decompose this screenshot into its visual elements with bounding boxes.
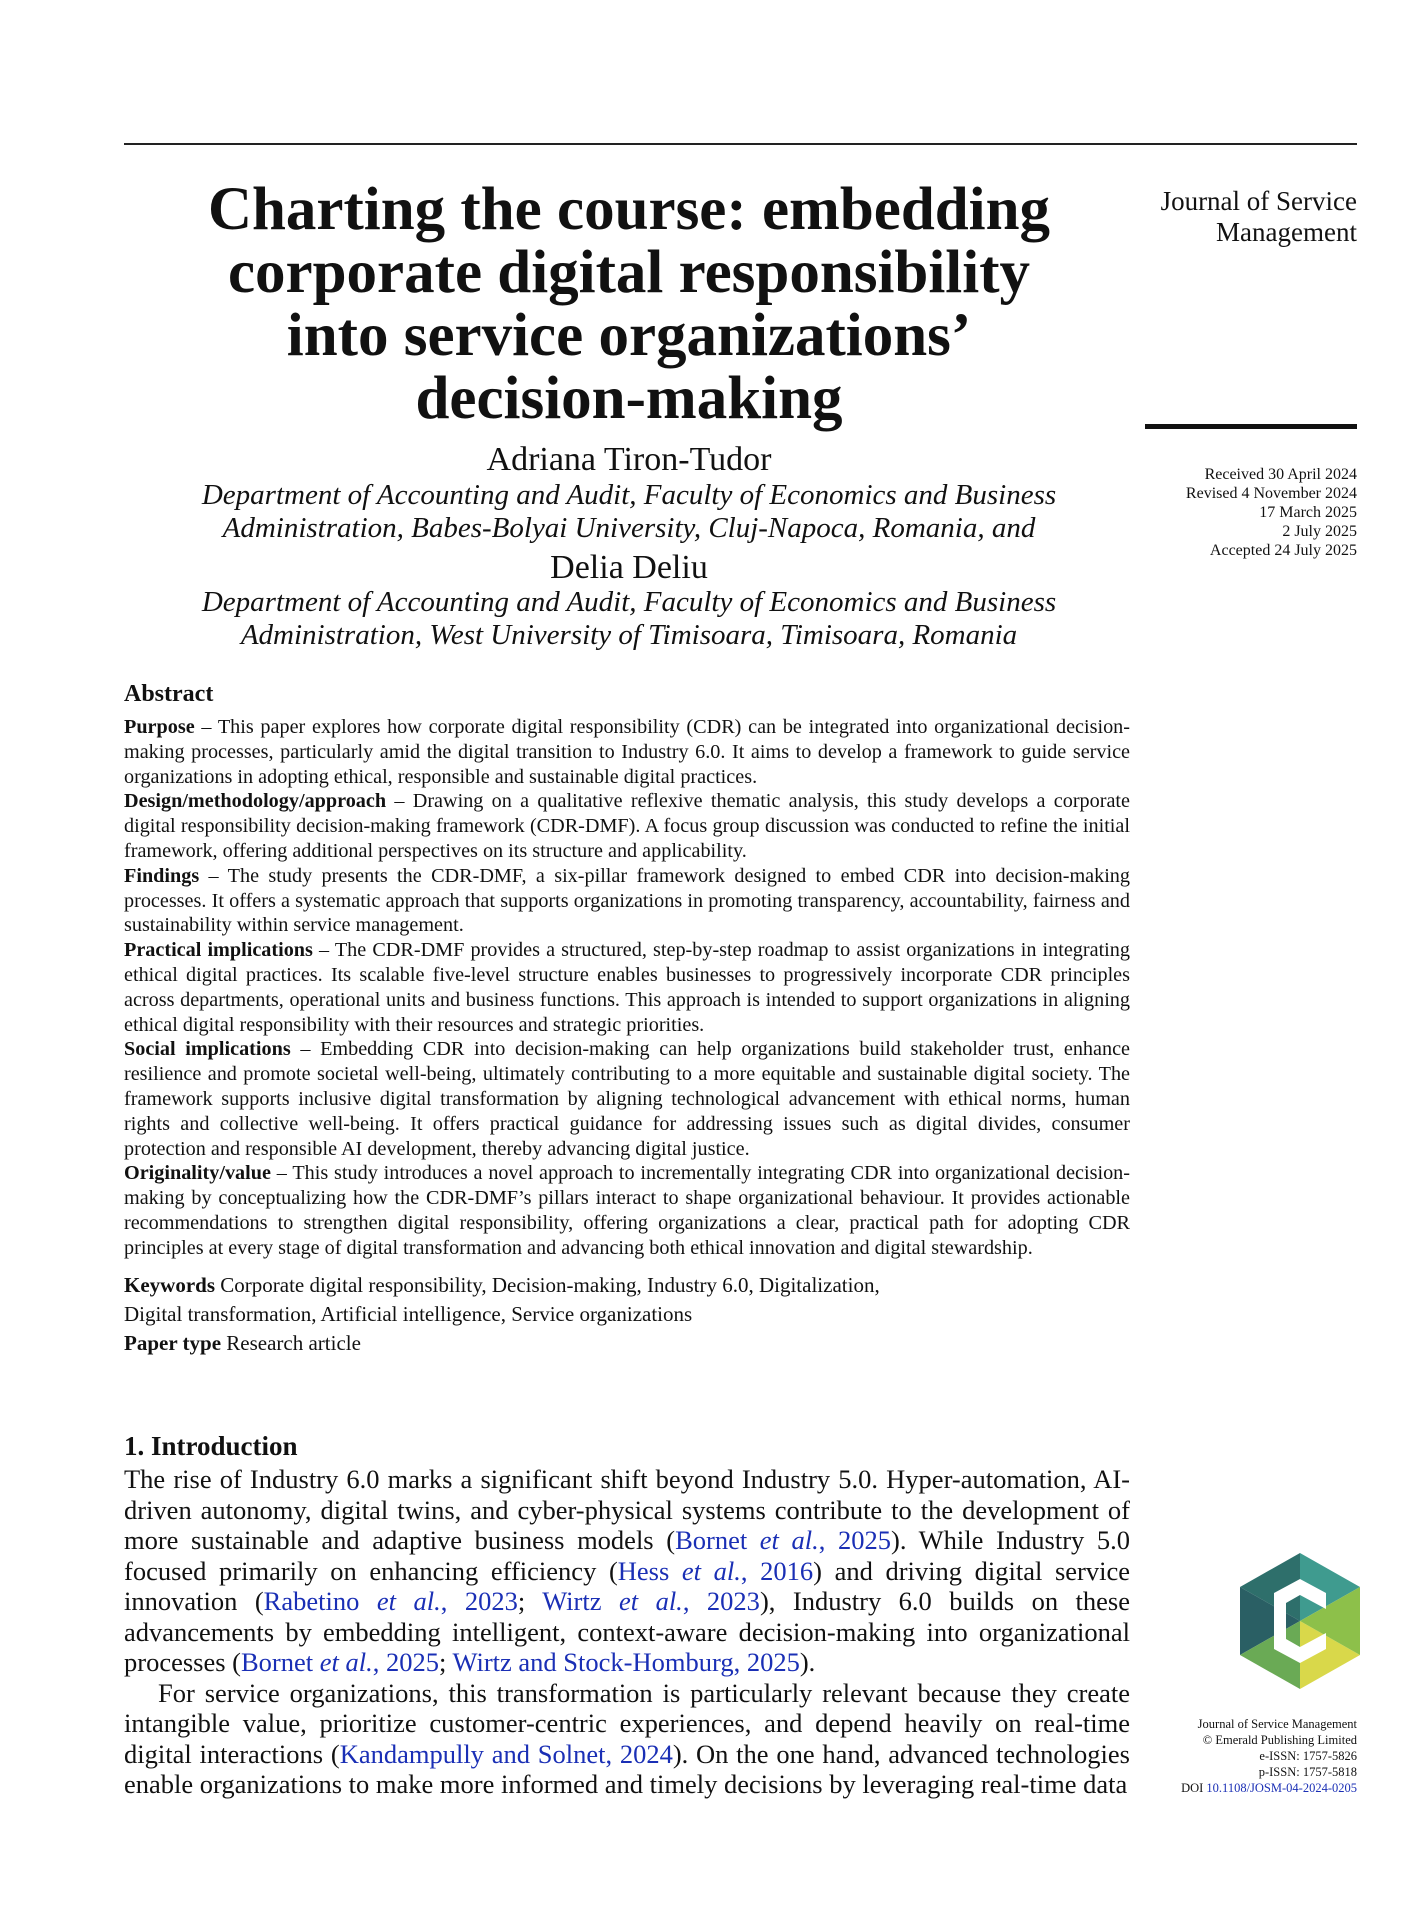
date-revised-2: 17 March 2025 [1259,504,1357,521]
abstract-practical: Practical implications – The CDR-DMF provides a structured, step-by-step roadmap to assist organizations in integrating ethical digital practices. Its scalable five-level structure enables businesses to progressively incorporate CDR principles across departments, operational units and business functions. This approach is intended to support organizations in aligning ethical digital responsibility with their resources and strategic priorities. [124,939,1130,1036]
citation-link[interactable]: Rabetino et al., 2023 [263,1586,518,1616]
author-affiliation: Department of Accounting and Audit, Faculty of Economics and Business Administration, West University of Timisoara, Timisoara, Romania [201,586,1057,651]
citation-link[interactable]: Wirtz and Stock-Homburg, 2025 [452,1647,800,1677]
citation-link[interactable]: Bornet et al., 2025 [675,1525,892,1555]
paper-type: Paper type Research article [124,1330,361,1355]
date-received: Received 30 April 2024 [1204,466,1357,483]
author-name: Delia Deliu [550,549,708,586]
publication-info: Journal of Service Management © Emerald Publishing Limited e-ISSN: 1757-5826 p-ISSN: 1757-5818 DOI 10.1108/JOSM-04-2024-0205 [1181,1717,1357,1795]
abstract-social: Social implications – Embedding CDR into decision-making can help organizations build stakeholder trust, enhance resilience and promote societal well-being, ultimately contributing to a more equitable and sustainable digital society. The framework supports inclusive digital transformation by aligning technological advancement with ethical norms, human rights and collective well-being. It offers practical guidance for addressing issues such as digital divides, consumer protection and responsible AI development, thereby advancing digital justice. [124,1038,1130,1160]
citation-link[interactable]: Kandampully and Solnet, 2024 [339,1738,673,1769]
citation-link[interactable]: Bornet et al., 2025 [241,1647,439,1677]
introduction-section [124,1430,1130,1800]
section-heading: 1. Introduction [124,1431,298,1461]
abstract-originality: Originality/value – This study introduces a novel approach to incrementally integrating CDR into organizational decision-making by conceptualizing how the CDR-DMF’s pillars interact to shape organizational behaviour. It provides actionable recommendations to strengthen digital responsibility, offering organizations a clear, practical path for adopting CDR principles at every stage of digital transformation and advancing both ethical innovation and digital stewardship. [124,1162,1130,1259]
keywords: Keywords Corporate digital responsibility, Decision-making, Industry 6.0, Digitalization, Digital transformation, Artificial intelligence, Service organizations Paper type Research article [124,1271,1130,1358]
abstract-heading: Abstract [124,681,214,707]
abstract-purpose: Purpose – This paper explores how corporate digital responsibility (CDR) can be integrated into organizational decision-making processes, particularly amid the digital transition to Industry 6.0. It aims to develop a framework to guide service organizations in adopting ethical, responsible and sustainable digital practices. [124,716,1130,788]
received-dates [1097,465,1357,560]
abstract-findings: Findings – The study presents the CDR-DMF, a six-pillar framework designed to embed CDR into decision-making processes. It offers a systematic approach that supports organizations in promoting transparency, accountability, fairness and sustainability within service management. [124,864,1130,937]
author-affiliation: Department of Accounting and Audit, Faculty of Economics and Business Administration, Babes-Bolyai University, Cluj-Napoca, Romania, and [201,479,1057,544]
journal-rule [1145,424,1357,429]
citation-link[interactable]: Hess et al., 2016 [617,1555,814,1586]
date-revised: Revised 4 November 2024 [1185,485,1357,502]
paper-title: Charting the course: embedding corporate digital responsibility into service organizations’ decision-making [207,176,1051,432]
abstract-design: Design/methodology/approach – Drawing on a qualitative reflexive thematic analysis, this study develops a corporate digital responsibility decision-making framework (CDR-DMF). A focus group discussion was conducted to refine the initial framework, offering additional perspectives on its structure and applicability. [124,790,1130,862]
citation-link[interactable]: Wirtz et al., 2023 [542,1586,760,1616]
top-rule [124,143,1357,145]
author-name: Adriana Tiron-Tudor [486,441,772,478]
emerald-publishing-logo [1240,1553,1360,1689]
doi-link[interactable]: 10.1108/JOSM-04-2024-0205 [1206,1781,1357,1795]
abstract [124,679,1130,1358]
intro-paragraph-1: The rise of Industry 6.0 marks a significant shift beyond Industry 5.0. Hyper-automation, AI-driven autonomy, digital twins, and cyber-physical systems contribute to the development of more sustainable and adaptive business models (Bornet et al., 2025). While Industry 5.0 focused primarily on enhancing efficiency (Hess et al., 2016) and driving digital service innovation (Rabetino et al., 2023; Wirtz et al., 2023), Industry 6.0 builds on these advancements by embedding intelligent, context-aware decision-making into organizational processes (Bornet et al., 2025; Wirtz and Stock-Homburg, 2025). [124,1464,1131,1677]
date-accepted: Accepted 24 July 2025 [1209,542,1357,559]
date-revised-3: 2 July 2025 [1282,523,1357,540]
journal-name: Journal of Service Management [1160,186,1357,247]
intro-paragraph-2: For service organizations, this transformation is particularly relevant because they create intangible value, prioritize customer-centric experiences, and depend heavily on real-time digital interactions (Kandampully and Solnet, 2024). On the one hand, advanced technologies enable organizations to make more informed and timely decisions by leveraging real-time data [124,1677,1130,1799]
